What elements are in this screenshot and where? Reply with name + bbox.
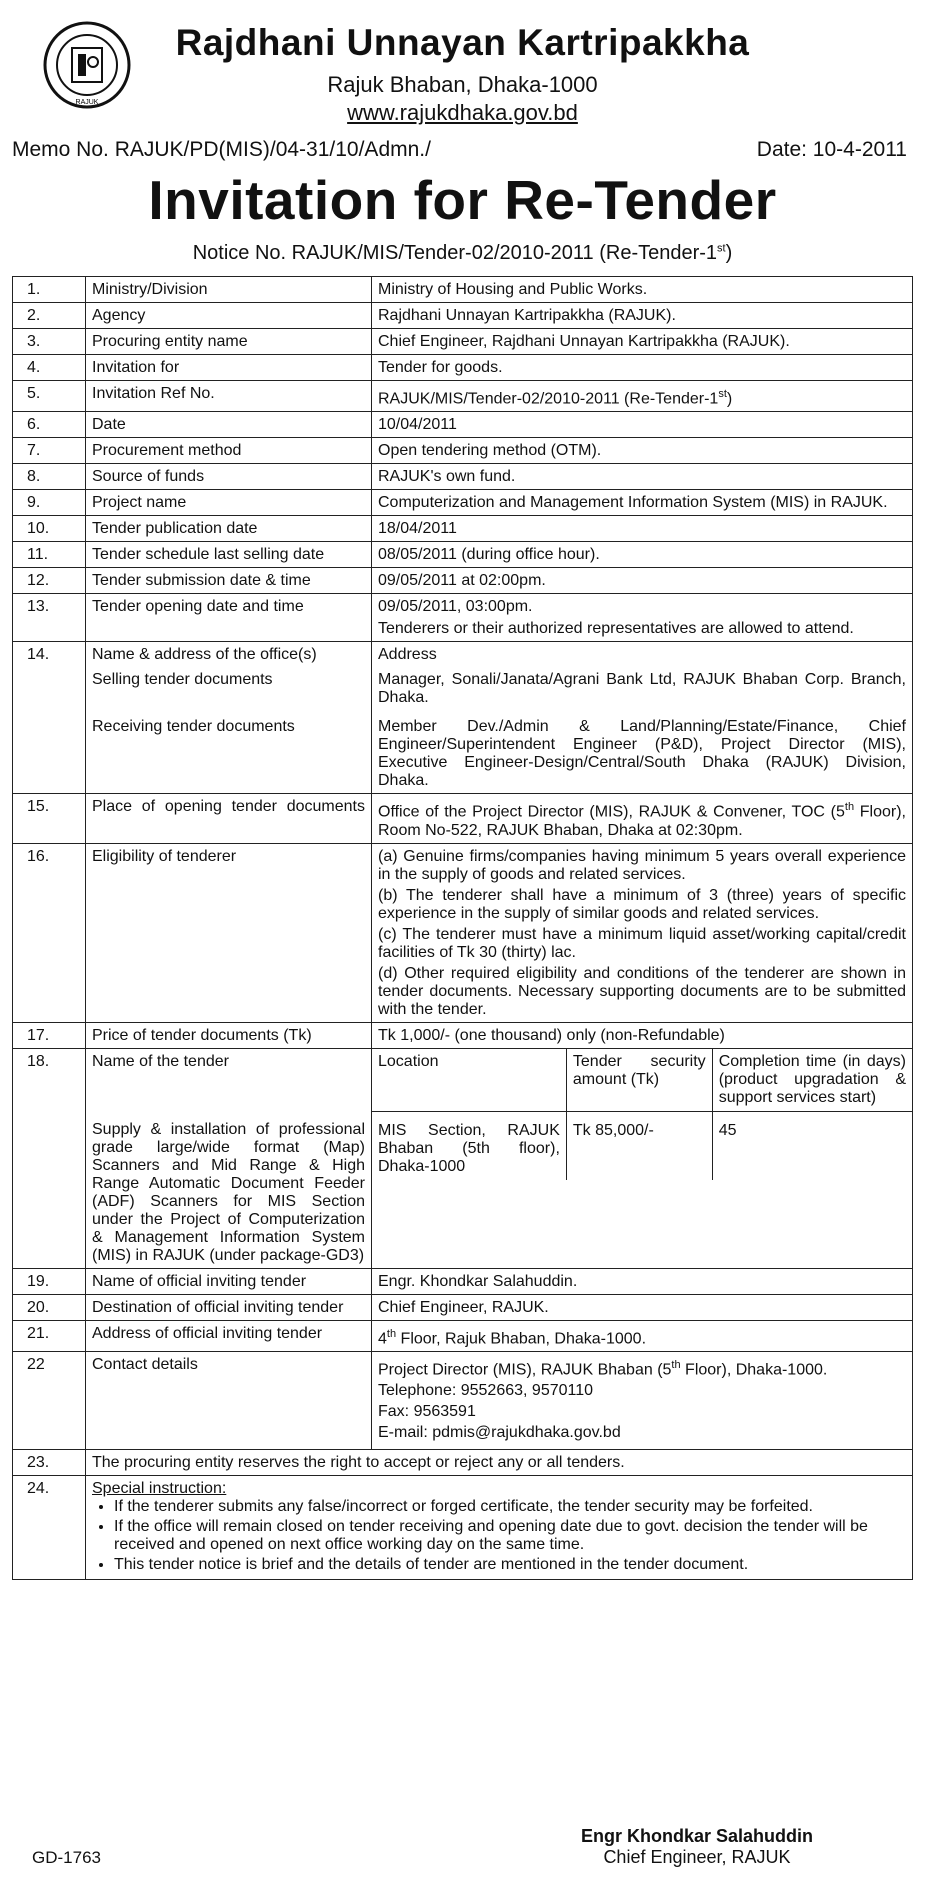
table-row: 16. Eligibility of tenderer (a) Genuine firms/companies having minimum 5 years overall experience in the supply of goods and related services. (b) The tenderer shall have a minimum of 3 (three) years of specific experience in the supply of similar goods and related services. (c) The tenderer must have a minimum liquid asset/working capital/credit facilities of Tk 30 (thirty) lac. (d) Other required eligibility and conditions of the tenderer are shown in tender documents. Necessary supporting documents are to be submitted with the tender. [13,843,913,1022]
table-row: Selling tender documents Manager, Sonali/Janata/Agrani Bank Ltd, RAJUK Bhaban Corp. Branch, Dhaka. [13,667,913,710]
table-row: 5. Invitation Ref No. RAJUK/MIS/Tender-02/2010-2011 (Re-Tender-1st) [13,381,913,412]
organization-name: Rajdhani Unnayan Kartripakkha [175,22,750,63]
organization-address: Rajuk Bhaban, Dhaka-1000 [327,72,598,97]
notice-number: Notice No. RAJUK/MIS/Tender-02/2010-2011 (Re-Tender-1st) [192,242,733,264]
list-item: • If the tenderer submits any false/incorrect or forged certificate, the tender security may be forfeited. [114,1498,906,1516]
table-row: 17. Price of tender documents (Tk) Tk 1,000/- (one thousand) only (non-Refundable) [13,1022,913,1048]
memo-date: Date: 10-4-2011 [756,138,907,161]
table-row: 6. Date 10/04/2011 [13,412,913,438]
svg-text:RAJUK: RAJUK [75,99,99,106]
list-item: • If the office will remain closed on tender receiving and opening date due to govt. decision the tender will be received and opened on next office working day on the same time. [114,1518,906,1554]
table-row: 8. Source of funds RAJUK's own fund. [13,464,913,490]
table-row: 24. Special instruction: • If the tenderer submits any false/incorrect or forged certificate, the tender security may be forfeited. • If the office will remain closed on tender receiving and opening date due to govt. decision the tender will be received and opened on next office working day on the same time. • This tender notice is brief and the details of tender are mentioned in the tender document. [13,1476,913,1580]
table-row: 15. Place of opening tender documents Office of the Project Director (MIS), RAJUK & Convener, TOC (5th Floor), Room No-522, RAJUK Bhaban, Dhaka at 02:30pm. [13,794,913,843]
table-row: 21. Address of official inviting tender 4th Floor, Rajuk Bhaban, Dhaka-1000. [13,1320,913,1351]
table-row: 4. Invitation for Tender for goods. [13,355,913,381]
table-row: 23. The procuring entity reserves the right to accept or reject any or all tenders. [13,1450,913,1476]
table-row: 13. Tender opening date and time 09/05/2011, 03:00pm. Tenderers or their authorized representatives are allowed to attend. [13,594,913,642]
eligibility-c: (c) The tenderer must have a minimum liquid asset/working capital/credit facilities of Tk 30 (thirty) lac. [378,925,906,961]
table-row: 12. Tender submission date & time 09/05/2011 at 02:00pm. [13,568,913,594]
table-row: Supply & installation of professional grade large/wide format (Map) Scanners and Mid Range & High Range Automatic Document Feeder (ADF) Scanners for MIS Section under the Project of Computerization & Management Information System (MIS) in RAJUK (under package-GD3) MIS Section, RAJUK Bhaban (5th floor), Dhaka-1000 Tk 85,000/- 45 [13,1111,913,1269]
memo-number: Memo No. RAJUK/PD(MIS)/04-31/10/Admn./ [12,138,431,161]
page-title: Invitation for Re-Tender [148,169,777,231]
table-row: 3. Procuring entity name Chief Engineer, Rajdhani Unnayan Kartripakkha (RAJUK). [13,329,913,355]
table-row: 20. Destination of official inviting tender Chief Engineer, RAJUK. [13,1294,913,1320]
organization-website[interactable]: www.rajukdhaka.gov.bd [347,100,578,125]
special-instruction-list [92,1498,906,1574]
table-row: 1. Ministry/Division Ministry of Housing and Public Works. [13,277,913,303]
signatory-name: Engr Khondkar Salahuddin [580,1826,813,1846]
table-row: 14. Name & address of the office(s) Address [13,642,913,668]
signature-block [581,1826,813,1868]
tender-details-table [12,276,913,1580]
table-row: 9. Project name Computerization and Management Information System (MIS) in RAJUK. [13,490,913,516]
table-row: 22 Contact details Project Director (MIS), RAJUK Bhaban (5th Floor), Dhaka-1000. Telephone: 9552663, 9570110 Fax: 9563591 E-mail: pdmis@rajukdhaka.gov.bd [13,1351,913,1449]
table-row: 11. Tender schedule last selling date 08/05/2011 (during office hour). [13,542,913,568]
contact-fax: Fax: 9563591 [378,1403,476,1421]
gd-code: GD-1763 [32,1848,101,1867]
eligibility-d: (d) Other required eligibility and conditions of the tenderer are shown in tender documents. Necessary supporting documents are to be submitted with the tender. [378,964,906,1018]
contact-phone: Telephone: 9552663, 9570110 [378,1382,594,1400]
eligibility-b: (b) The tenderer shall have a minimum of 3 (three) years of specific experience in the supply of similar goods and related services. [378,886,906,922]
table-row: Receiving tender documents Member Dev./Admin & Land/Planning/Estate/Finance, Chief Engineer/Superintendent Engineer (P&D), Project Director (MIS), Executive Engineer-Design/Central/South Dhaka (RAJUK) Division, Dhaka. [13,710,913,794]
list-item: • This tender notice is brief and the details of tender are mentioned in the tender document. [114,1556,906,1574]
table-row: 19. Name of official inviting tender Engr. Khondkar Salahuddin. [13,1268,913,1294]
table-row: 10. Tender publication date 18/04/2011 [13,516,913,542]
table-row: 7. Procurement method Open tendering method (OTM). [13,438,913,464]
eligibility-a: (a) Genuine firms/companies having minimum 5 years overall experience in the supply of goods and related services. [378,847,906,883]
table-row: 2. Agency Rajdhani Unnayan Kartripakkha (RAJUK). [13,303,913,329]
table-row: 18. Name of the tender Location Tender security amount (Tk) Completion time (in days) (product upgradation & support services start) [13,1048,913,1111]
contact-email[interactable]: E-mail: pdmis@rajukdhaka.gov.bd [378,1424,621,1442]
signatory-designation: Chief Engineer, RAJUK [603,1847,791,1867]
special-instruction-heading: Special instruction: [92,1480,227,1498]
notice-header [20,0,905,140]
